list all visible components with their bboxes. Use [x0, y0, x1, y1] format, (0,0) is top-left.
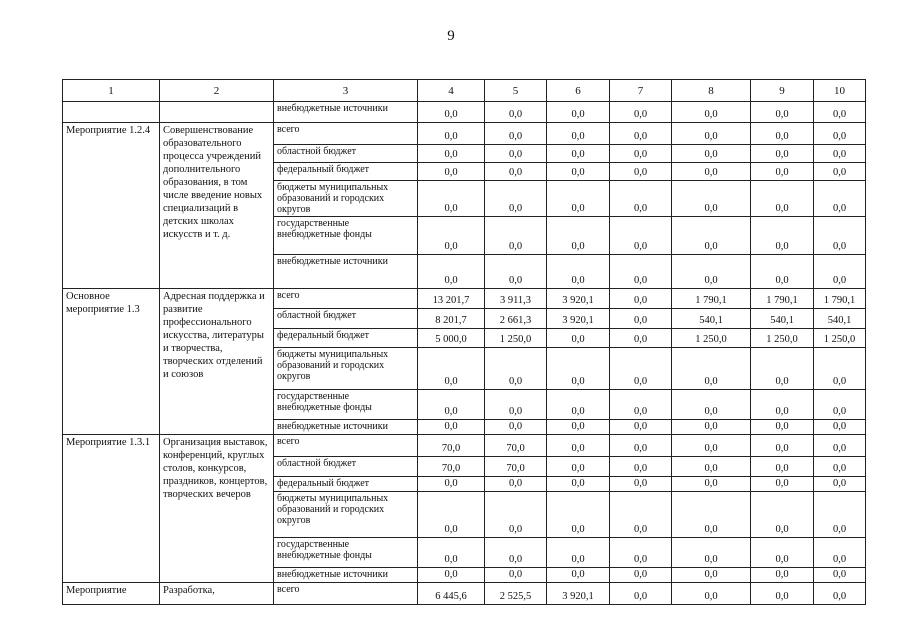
- value-cell: 0,0: [814, 457, 866, 477]
- value-cell: 0,0: [547, 477, 610, 492]
- source-cell: государственные внебюджетные фонды: [274, 217, 418, 255]
- event-cell: Мероприятие: [63, 583, 160, 605]
- source-cell: внебюджетные источники: [274, 568, 418, 583]
- value-cell: 0,0: [751, 435, 814, 457]
- source-cell: областной бюджет: [274, 309, 418, 329]
- value-cell: 0,0: [418, 348, 485, 390]
- value-cell: 0,0: [814, 420, 866, 435]
- value-cell: 0,0: [418, 477, 485, 492]
- value-cell: 0,0: [610, 435, 672, 457]
- value-cell: 0,0: [547, 123, 610, 145]
- value-cell: 0,0: [672, 435, 751, 457]
- value-cell: 0,0: [418, 492, 485, 538]
- value-cell: 0,0: [672, 583, 751, 605]
- value-cell: 0,0: [751, 538, 814, 568]
- value-cell: 0,0: [814, 255, 866, 289]
- value-cell: 0,0: [814, 568, 866, 583]
- value-cell: 0,0: [547, 538, 610, 568]
- value-cell: 0,0: [610, 457, 672, 477]
- value-cell: 0,0: [418, 123, 485, 145]
- value-cell: 0,0: [672, 538, 751, 568]
- value-cell: 1 250,0: [485, 329, 547, 348]
- value-cell: 13 201,7: [418, 289, 485, 309]
- value-cell: 0,0: [610, 217, 672, 255]
- source-cell: бюджеты муниципальных образований и городских округов: [274, 348, 418, 390]
- value-cell: 0,0: [610, 420, 672, 435]
- source-cell: федеральный бюджет: [274, 477, 418, 492]
- page-number: 9: [447, 28, 455, 44]
- value-cell: 0,0: [610, 102, 672, 123]
- value-cell: 0,0: [547, 420, 610, 435]
- source-cell: всего: [274, 289, 418, 309]
- header-cell: 8: [672, 80, 751, 102]
- value-cell: 0,0: [610, 390, 672, 420]
- value-cell: 1 790,1: [751, 289, 814, 309]
- value-cell: 0,0: [672, 477, 751, 492]
- header-row: [63, 80, 866, 102]
- value-cell: 0,0: [814, 348, 866, 390]
- value-cell: 0,0: [814, 123, 866, 145]
- value-cell: 0,0: [485, 348, 547, 390]
- value-cell: 0,0: [751, 163, 814, 181]
- header-cell: 4: [418, 80, 485, 102]
- value-cell: 0,0: [610, 492, 672, 538]
- value-cell: 70,0: [418, 457, 485, 477]
- value-cell: 0,0: [610, 181, 672, 217]
- value-cell: 0,0: [610, 163, 672, 181]
- value-cell: 0,0: [485, 181, 547, 217]
- header-cell: 10: [814, 80, 866, 102]
- value-cell: 1 250,0: [751, 329, 814, 348]
- value-cell: 1 790,1: [814, 289, 866, 309]
- event-cell: Основное мероприятие 1.3: [63, 289, 160, 435]
- value-cell: 0,0: [547, 492, 610, 538]
- value-cell: 0,0: [547, 145, 610, 163]
- value-cell: 0,0: [418, 420, 485, 435]
- value-cell: 0,0: [485, 568, 547, 583]
- value-cell: 3 920,1: [547, 309, 610, 329]
- value-cell: 540,1: [751, 309, 814, 329]
- value-cell: 70,0: [485, 457, 547, 477]
- value-cell: 0,0: [751, 457, 814, 477]
- value-cell: 1 790,1: [672, 289, 751, 309]
- value-cell: 0,0: [672, 181, 751, 217]
- value-cell: 0,0: [418, 163, 485, 181]
- value-cell: 0,0: [485, 390, 547, 420]
- header-cell: 9: [751, 80, 814, 102]
- table-row: [63, 102, 866, 123]
- description-cell: Организация выставок, конференций, круглых столов, конкурсов, праздников, концертов, творческих вечеров: [160, 435, 274, 583]
- description-cell: Совершенствование образовательного процесса учреждений дополнительного образования, в том числе введение новых специализаций в детских школах искусств и т. д.: [160, 123, 274, 289]
- value-cell: 5 000,0: [418, 329, 485, 348]
- value-cell: 0,0: [418, 145, 485, 163]
- value-cell: 0,0: [485, 163, 547, 181]
- value-cell: 540,1: [814, 309, 866, 329]
- value-cell: 70,0: [485, 435, 547, 457]
- value-cell: 0,0: [814, 390, 866, 420]
- value-cell: 0,0: [547, 329, 610, 348]
- source-cell: всего: [274, 435, 418, 457]
- value-cell: 540,1: [672, 309, 751, 329]
- value-cell: 0,0: [547, 217, 610, 255]
- value-cell: 0,0: [547, 435, 610, 457]
- source-cell: государственные внебюджетные фонды: [274, 538, 418, 568]
- table-row: [63, 435, 866, 457]
- value-cell: 0,0: [610, 538, 672, 568]
- header-cell: 6: [547, 80, 610, 102]
- value-cell: 0,0: [610, 309, 672, 329]
- value-cell: 1 250,0: [672, 329, 751, 348]
- value-cell: 0,0: [610, 255, 672, 289]
- value-cell: 6 445,6: [418, 583, 485, 605]
- value-cell: 0,0: [814, 181, 866, 217]
- event-cell: [63, 102, 160, 123]
- value-cell: 70,0: [418, 435, 485, 457]
- value-cell: 0,0: [485, 420, 547, 435]
- value-cell: 0,0: [814, 477, 866, 492]
- source-cell: внебюджетные источники: [274, 420, 418, 435]
- value-cell: 0,0: [485, 123, 547, 145]
- source-cell: областной бюджет: [274, 145, 418, 163]
- header-cell: 3: [274, 80, 418, 102]
- source-cell: внебюджетные источники: [274, 255, 418, 289]
- description-cell: Разработка,: [160, 583, 274, 605]
- value-cell: 0,0: [751, 583, 814, 605]
- value-cell: 3 920,1: [547, 289, 610, 309]
- value-cell: 0,0: [814, 163, 866, 181]
- value-cell: 0,0: [547, 568, 610, 583]
- value-cell: 8 201,7: [418, 309, 485, 329]
- table-body: [63, 80, 866, 605]
- source-cell: федеральный бюджет: [274, 329, 418, 348]
- value-cell: 0,0: [418, 102, 485, 123]
- value-cell: 0,0: [418, 390, 485, 420]
- value-cell: 0,0: [672, 102, 751, 123]
- value-cell: 0,0: [672, 420, 751, 435]
- value-cell: 0,0: [814, 583, 866, 605]
- value-cell: 0,0: [485, 477, 547, 492]
- value-cell: 2 525,5: [485, 583, 547, 605]
- source-cell: государственные внебюджетные фонды: [274, 390, 418, 420]
- header-cell: 5: [485, 80, 547, 102]
- source-cell: областной бюджет: [274, 457, 418, 477]
- value-cell: 0,0: [814, 435, 866, 457]
- value-cell: 1 250,0: [814, 329, 866, 348]
- value-cell: 0,0: [485, 217, 547, 255]
- value-cell: 0,0: [610, 568, 672, 583]
- value-cell: 0,0: [547, 102, 610, 123]
- table-row: [63, 289, 866, 309]
- budget-table: [62, 79, 866, 605]
- value-cell: 0,0: [547, 348, 610, 390]
- value-cell: 0,0: [610, 348, 672, 390]
- value-cell: 0,0: [610, 477, 672, 492]
- source-cell: всего: [274, 123, 418, 145]
- value-cell: 0,0: [610, 289, 672, 309]
- value-cell: 0,0: [610, 145, 672, 163]
- value-cell: 0,0: [672, 123, 751, 145]
- value-cell: 0,0: [751, 217, 814, 255]
- value-cell: 0,0: [485, 145, 547, 163]
- value-cell: 0,0: [814, 492, 866, 538]
- header-cell: 2: [160, 80, 274, 102]
- value-cell: 0,0: [751, 568, 814, 583]
- value-cell: 3 920,1: [547, 583, 610, 605]
- value-cell: 0,0: [610, 329, 672, 348]
- value-cell: 0,0: [672, 457, 751, 477]
- value-cell: 0,0: [814, 102, 866, 123]
- value-cell: 0,0: [672, 568, 751, 583]
- table-row: [63, 583, 866, 605]
- source-cell: внебюджетные источники: [274, 102, 418, 123]
- value-cell: 0,0: [751, 123, 814, 145]
- value-cell: 0,0: [418, 181, 485, 217]
- value-cell: 0,0: [751, 255, 814, 289]
- value-cell: 0,0: [751, 102, 814, 123]
- value-cell: 0,0: [672, 492, 751, 538]
- value-cell: 0,0: [547, 181, 610, 217]
- value-cell: 2 661,3: [485, 309, 547, 329]
- value-cell: 0,0: [418, 217, 485, 255]
- value-cell: 0,0: [751, 477, 814, 492]
- value-cell: 0,0: [751, 420, 814, 435]
- value-cell: 0,0: [672, 163, 751, 181]
- header-cell: 7: [610, 80, 672, 102]
- value-cell: 0,0: [547, 255, 610, 289]
- value-cell: 3 911,3: [485, 289, 547, 309]
- value-cell: 0,0: [751, 492, 814, 538]
- value-cell: 0,0: [751, 145, 814, 163]
- value-cell: 0,0: [610, 123, 672, 145]
- source-cell: бюджеты муниципальных образований и городских округов: [274, 492, 418, 538]
- event-cell: Мероприятие 1.2.4: [63, 123, 160, 289]
- header-cell: 1: [63, 80, 160, 102]
- value-cell: 0,0: [751, 348, 814, 390]
- value-cell: 0,0: [814, 145, 866, 163]
- description-cell: Адресная поддержка и развитие профессионального искусства, литературы и творчества, творческих отделений и союзов: [160, 289, 274, 435]
- value-cell: 0,0: [672, 255, 751, 289]
- value-cell: 0,0: [547, 457, 610, 477]
- value-cell: 0,0: [418, 538, 485, 568]
- value-cell: 0,0: [672, 348, 751, 390]
- value-cell: 0,0: [610, 583, 672, 605]
- description-cell: [160, 102, 274, 123]
- source-cell: бюджеты муниципальных образований и городских округов: [274, 181, 418, 217]
- value-cell: 0,0: [814, 538, 866, 568]
- value-cell: 0,0: [547, 163, 610, 181]
- value-cell: 0,0: [485, 492, 547, 538]
- value-cell: 0,0: [485, 255, 547, 289]
- value-cell: 0,0: [418, 568, 485, 583]
- value-cell: 0,0: [814, 217, 866, 255]
- source-cell: всего: [274, 583, 418, 605]
- value-cell: 0,0: [485, 102, 547, 123]
- source-cell: федеральный бюджет: [274, 163, 418, 181]
- value-cell: 0,0: [672, 217, 751, 255]
- value-cell: 0,0: [485, 538, 547, 568]
- value-cell: 0,0: [547, 390, 610, 420]
- value-cell: 0,0: [751, 181, 814, 217]
- table-row: [63, 123, 866, 145]
- event-cell: Мероприятие 1.3.1: [63, 435, 160, 583]
- value-cell: 0,0: [672, 390, 751, 420]
- value-cell: 0,0: [672, 145, 751, 163]
- value-cell: 0,0: [418, 255, 485, 289]
- value-cell: 0,0: [751, 390, 814, 420]
